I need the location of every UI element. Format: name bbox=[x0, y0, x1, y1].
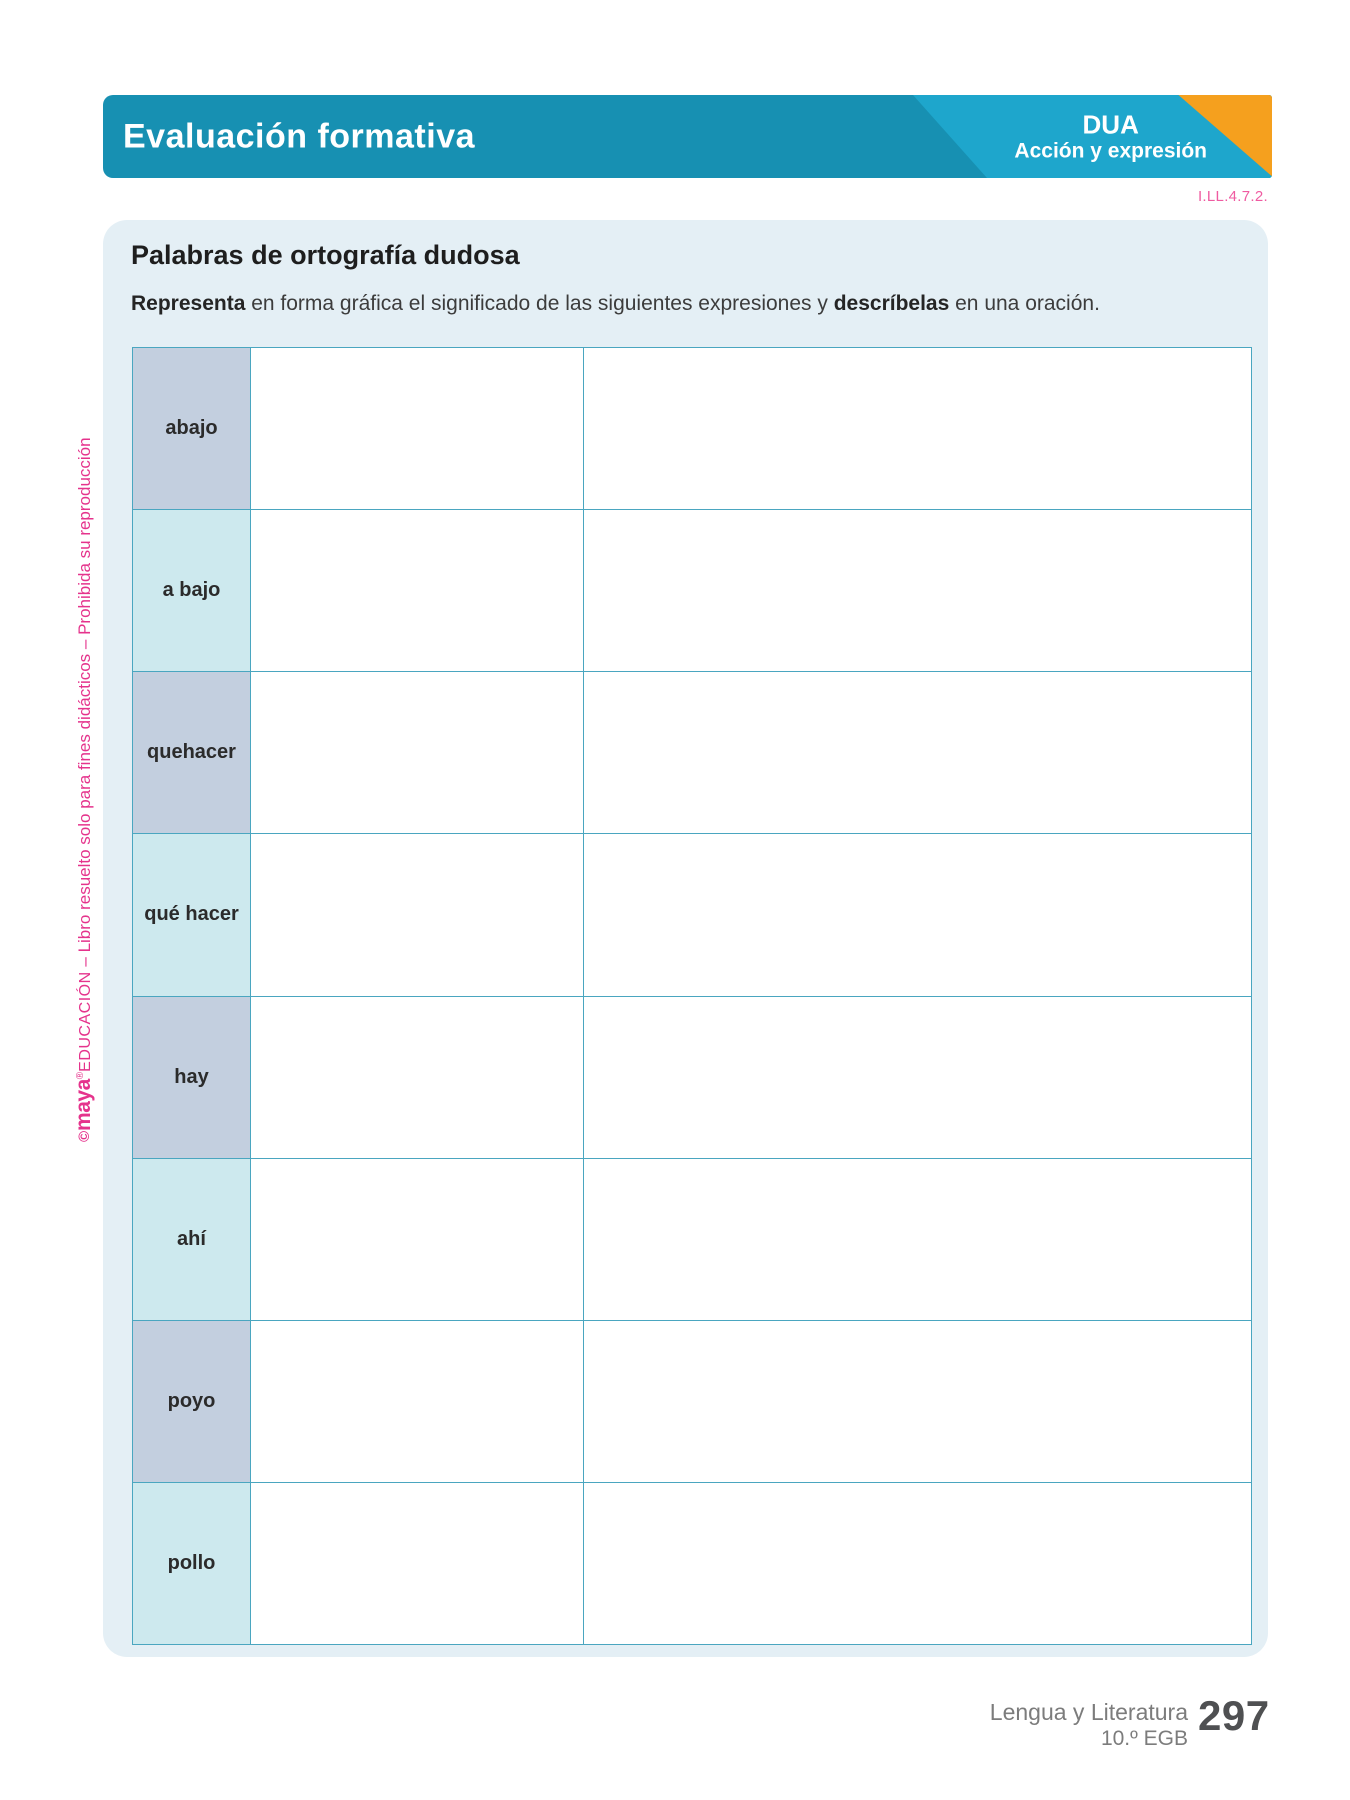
instruction-bold-mid: descríbelas bbox=[833, 292, 950, 315]
row-label-cell: pollo bbox=[133, 1483, 251, 1644]
table-row bbox=[133, 348, 1251, 510]
drawing-cell bbox=[251, 997, 584, 1158]
registered-symbol: ® bbox=[75, 1071, 86, 1080]
dua-sublabel: Acción y expresión bbox=[1014, 139, 1207, 163]
sentence-cell bbox=[584, 1321, 1251, 1482]
table-row bbox=[133, 1483, 1251, 1644]
instruction-end: en una oración. bbox=[949, 292, 1100, 315]
table-row bbox=[133, 672, 1251, 834]
header-banner bbox=[103, 95, 1272, 178]
instruction-middle: en forma gráfica el significado de las siguientes expresiones y bbox=[245, 292, 834, 315]
row-label-cell: ahí bbox=[133, 1159, 251, 1320]
table-row bbox=[133, 1159, 1251, 1321]
drawing-cell bbox=[251, 834, 584, 995]
activity-title: Palabras de ortografía dudosa bbox=[131, 240, 520, 270]
row-label-cell: a bajo bbox=[133, 510, 251, 671]
sentence-cell bbox=[584, 348, 1251, 509]
publisher-logo-text: maya bbox=[72, 1079, 95, 1131]
table-row bbox=[133, 997, 1251, 1159]
drawing-cell bbox=[251, 348, 584, 509]
page-title: Evaluación formativa bbox=[123, 117, 476, 155]
worksheet-table bbox=[132, 347, 1252, 1645]
drawing-cell bbox=[251, 1321, 584, 1482]
table-row bbox=[133, 510, 1251, 672]
dua-label: DUA bbox=[1082, 109, 1139, 140]
drawing-cell bbox=[251, 672, 584, 833]
row-label-cell: abajo bbox=[133, 348, 251, 509]
footer-subject: Lengua y Literatura bbox=[989, 1699, 1188, 1725]
drawing-cell bbox=[251, 1159, 584, 1320]
row-label-cell: quehacer bbox=[133, 672, 251, 833]
copyright-symbol: © bbox=[76, 1130, 93, 1142]
footer-book-info bbox=[990, 1698, 1188, 1752]
publisher-suffix: EDUCACIÓN bbox=[77, 971, 94, 1072]
row-label-cell: qué hacer bbox=[133, 834, 251, 995]
drawing-cell bbox=[251, 510, 584, 671]
row-label-cell: hay bbox=[133, 997, 251, 1158]
curriculum-reference-code: I.LL.4.7.2. bbox=[1197, 188, 1268, 205]
copyright-imprint bbox=[72, 437, 96, 1142]
sentence-cell bbox=[584, 1483, 1251, 1644]
table-row bbox=[133, 834, 1251, 996]
sentence-cell bbox=[584, 1159, 1251, 1320]
sentence-cell bbox=[584, 834, 1251, 995]
page-number: 297 bbox=[1198, 1692, 1270, 1739]
drawing-cell bbox=[251, 1483, 584, 1644]
reproduction-notice: – Libro resuelto solo para fines didácticos – Prohibida su reproducción bbox=[75, 437, 94, 972]
footer-grade: 10.º EGB bbox=[1100, 1727, 1188, 1751]
dua-badge bbox=[1014, 110, 1207, 163]
sentence-cell bbox=[584, 510, 1251, 671]
sentence-cell bbox=[584, 997, 1251, 1158]
table-row bbox=[133, 1321, 1251, 1483]
instruction-bold-start: Representa bbox=[131, 292, 246, 315]
activity-instruction bbox=[131, 292, 1100, 316]
row-label-cell: poyo bbox=[133, 1321, 251, 1482]
activity-card bbox=[103, 220, 1268, 1657]
sentence-cell bbox=[584, 672, 1251, 833]
